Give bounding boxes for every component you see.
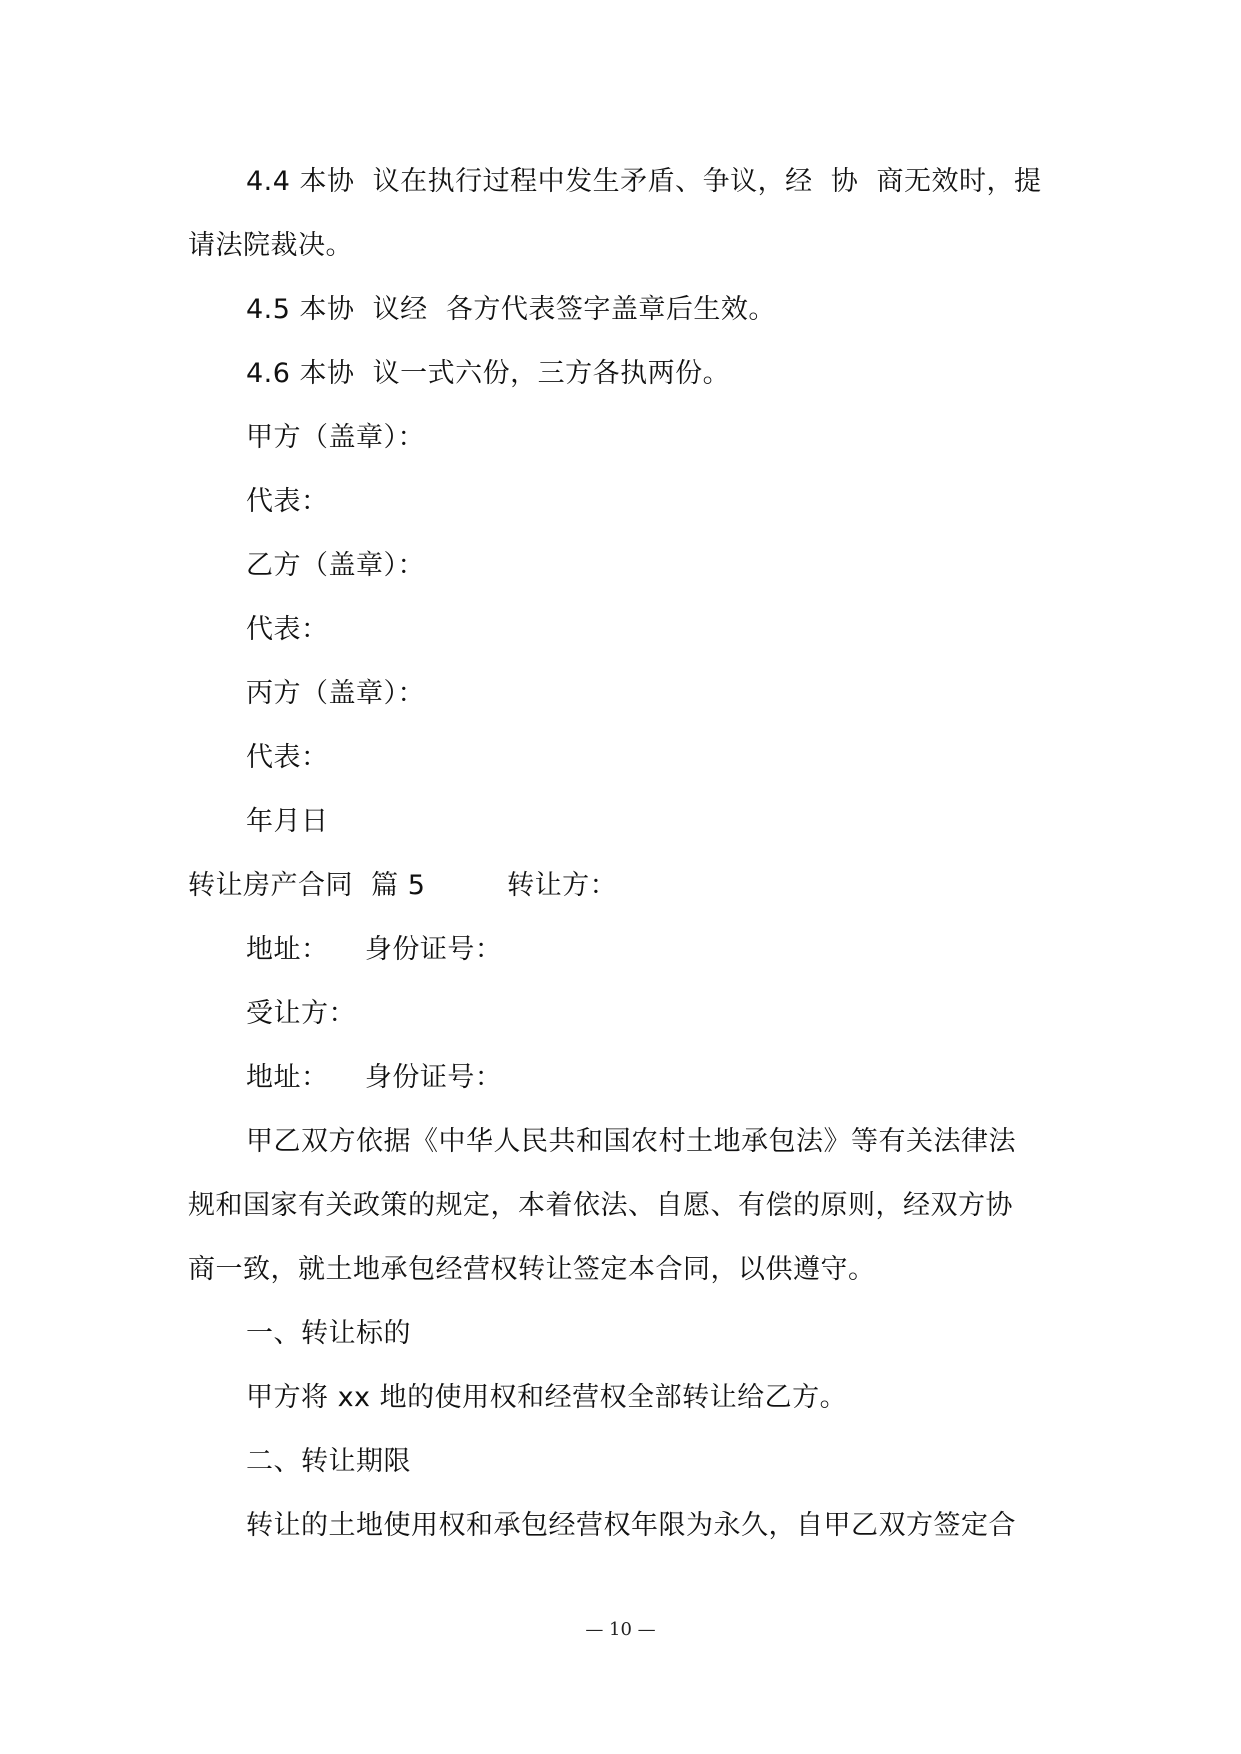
party-c-representative: 代表： <box>246 742 329 773</box>
party-a-representative: 代表： <box>246 486 329 517</box>
section-2-heading: 二、转让期限 <box>246 1446 411 1477</box>
contract-heading: 转让房产合同 篇 5 转让方： <box>188 870 618 901</box>
transferee-address-id: 地址： 身份证号： <box>246 1062 503 1093</box>
section-1-heading: 一、转让标的 <box>246 1318 411 1349</box>
party-a-seal: 甲方（盖章）： <box>246 422 425 453</box>
party-b-seal: 乙方（盖章）： <box>246 550 425 581</box>
party-b-representative: 代表： <box>246 614 329 645</box>
page-number: — 10 — <box>585 1619 656 1640</box>
section-2-body: 转让的土地使用权和承包经营权年限为永久，自甲乙双方签定合 <box>246 1510 1016 1541</box>
preamble-line-2: 规和国家有关政策的规定，本着依法、自愿、有偿的原则，经双方协 <box>188 1190 1013 1221</box>
clause-4-4-line-1: 4.4 本协 议在执行过程中发生矛盾、争议，经 协 商无效时，提 <box>246 166 1042 197</box>
party-c-seal: 丙方（盖章）： <box>246 678 425 709</box>
clause-4-4-line-2: 请法院裁决。 <box>188 230 353 261</box>
preamble-line-1: 甲乙双方依据《中华人民共和国农村土地承包法》等有关法律法 <box>246 1126 1016 1157</box>
clause-4-5: 4.5 本协 议经 各方代表签字盖章后生效。 <box>246 294 776 325</box>
section-1-body: 甲方将 xx 地的使用权和经营权全部转让给乙方。 <box>246 1382 848 1413</box>
signature-date: 年月日 <box>246 806 329 837</box>
transferor-address-id: 地址： 身份证号： <box>246 934 503 965</box>
preamble-line-3: 商一致，就土地承包经营权转让签定本合同，以供遵守。 <box>188 1254 876 1285</box>
clause-4-6: 4.6 本协 议一式六份，三方各执两份。 <box>246 358 731 389</box>
transferee-label: 受让方： <box>246 998 356 1029</box>
